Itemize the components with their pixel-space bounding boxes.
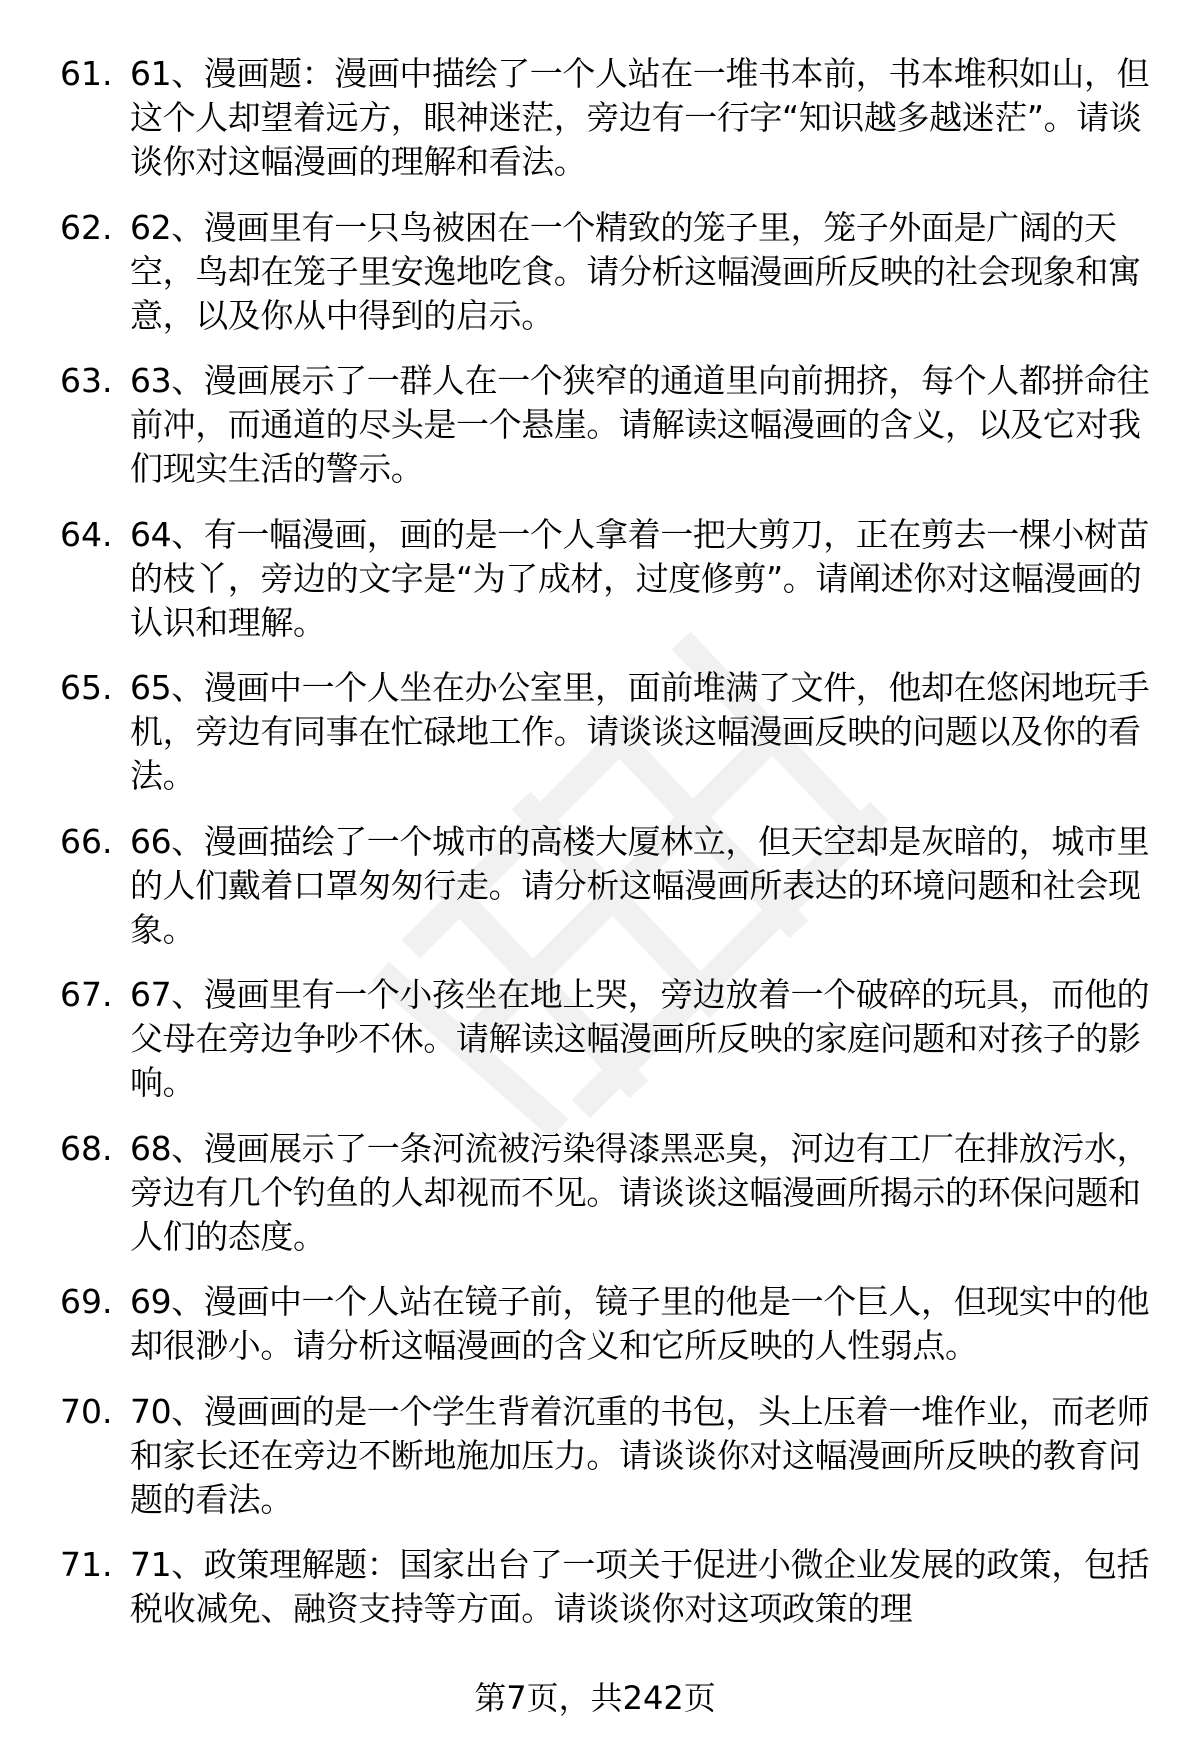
question-text: 62、漫画里有一只鸟被困在一个精致的笼子里，笼子外面是广阔的天空，鸟却在笼子里安逸地吃食。请分析这幅漫画所反映的社会现象和寓意，以及你从中得到的启示。: [130, 207, 1141, 335]
question-number: 64.: [60, 514, 113, 554]
question-item: [60, 973, 1160, 1105]
question-number: 71.: [60, 1545, 113, 1584]
question-list: [60, 52, 1160, 1653]
page-footer: [0, 1676, 1190, 1720]
question-text: 63、漫画展示了一群人在一个狭窄的通道里向前拥挤，每个人都拼命往前冲，而通道的尽头是一个悬崖。请解读这幅漫画的含义，以及它对我们现实生活的警示。: [130, 361, 1150, 488]
question-item: [60, 206, 1160, 338]
question-text: 67、漫画里有一个小孩坐在地上哭，旁边放着一个破碎的玩具，而他的父母在旁边争吵不休。请解读这幅漫画所反映的家庭问题和对孩子的影响。: [130, 975, 1150, 1102]
question-number: 63.: [60, 361, 113, 400]
question-number: 66.: [60, 821, 113, 861]
question-item: [60, 1390, 1160, 1522]
question-number: 65.: [60, 668, 113, 707]
page-number-label: 第7页，共242页: [474, 1679, 716, 1717]
question-item: [60, 1127, 1160, 1259]
question-item: [60, 1543, 1160, 1631]
question-item: [60, 666, 1160, 798]
question-text: 64、有一幅漫画，画的是一个人拿着一把大剪刀，正在剪去一棵小树苗的枝丫，旁边的文字是“为了成材，过度修剪”。请阐述你对这幅漫画的认识和理解。: [130, 514, 1150, 642]
question-text: 66、漫画描绘了一个城市的高楼大厦林立，但天空却是灰暗的，城市里的人们戴着口罩匆匆行走。请分析这幅漫画所表达的环境问题和社会现象。: [130, 821, 1150, 949]
question-number: 62.: [60, 207, 113, 247]
question-number: 61.: [60, 54, 113, 93]
question-text: 69、漫画中一个人站在镜子前，镜子里的他是一个巨人，但现实中的他却很渺小。请分析这幅漫画的含义和它所反映的人性弱点。: [130, 1282, 1150, 1365]
question-number: 68.: [60, 1128, 113, 1168]
question-number: 69.: [60, 1282, 113, 1321]
question-text: 68、漫画展示了一条河流被污染得漆黑恶臭，河边有工厂在排放污水，旁边有几个钓鱼的人却视而不见。请谈谈这幅漫画所揭示的环保问题和人们的态度。: [130, 1128, 1150, 1256]
question-text: 65、漫画中一个人坐在办公室里，面前堆满了文件，他却在悠闲地玩手机，旁边有同事在忙碌地工作。请谈谈这幅漫画反映的问题以及你的看法。: [130, 668, 1150, 795]
question-text: 61、漫画题：漫画中描绘了一个人站在一堆书本前，书本堆积如山，但这个人却望着远方，眼神迷茫，旁边有一行字“知识越多越迷茫”。请谈谈你对这幅漫画的理解和看法。: [130, 54, 1150, 181]
question-number: 70.: [60, 1391, 113, 1431]
question-item: [60, 820, 1160, 952]
question-number: 67.: [60, 975, 113, 1014]
question-text: 70、漫画画的是一个学生背着沉重的书包，头上压着一堆作业，而老师和家长还在旁边不断地施加压力。请谈谈你对这幅漫画所反映的教育问题的看法。: [130, 1391, 1150, 1519]
question-text: 71、政策理解题：国家出台了一项关于促进小微企业发展的政策，包括税收减免、融资支持等方面。请谈谈你对这项政策的理: [130, 1545, 1150, 1628]
question-item: [60, 513, 1160, 645]
question-item: [60, 359, 1160, 491]
question-item: [60, 1280, 1160, 1368]
question-item: [60, 52, 1160, 184]
